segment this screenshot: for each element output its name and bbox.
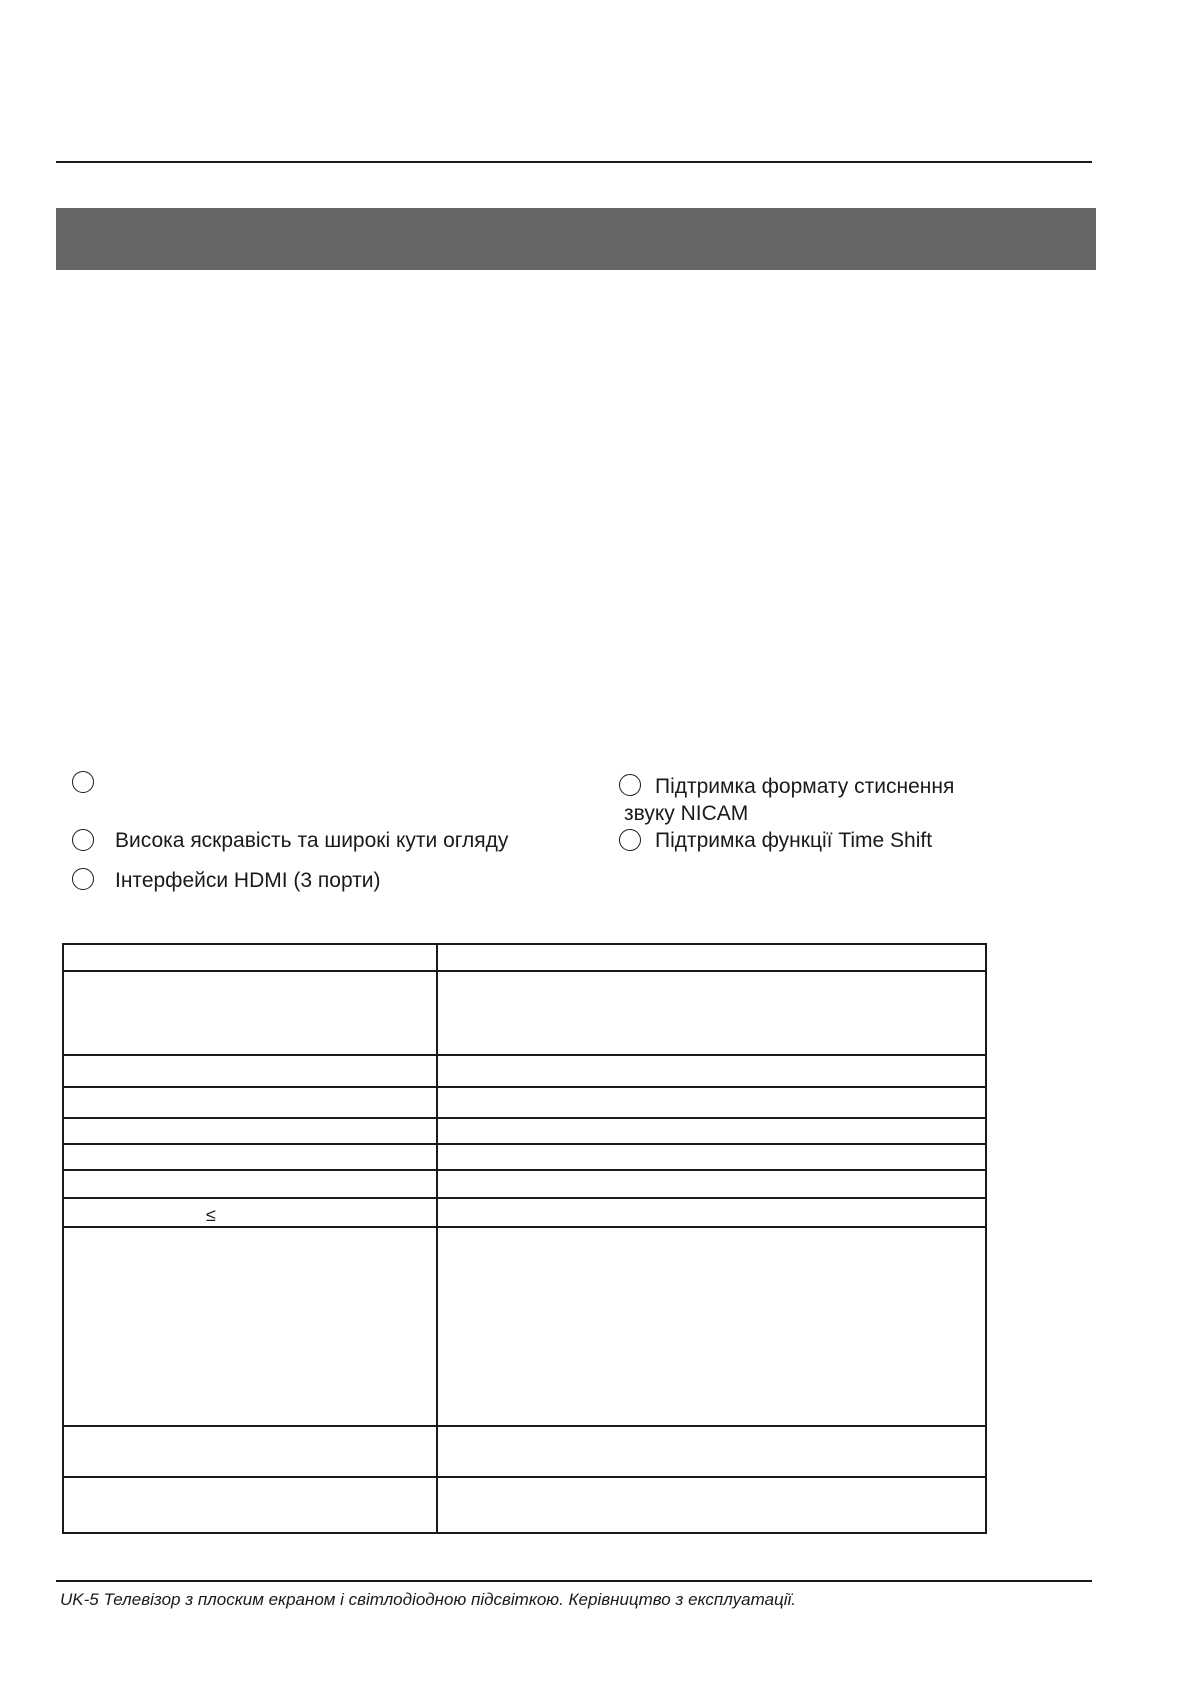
table-row (63, 1055, 986, 1087)
feature-nicam-line1: Підтримка формату стиснення (655, 775, 955, 798)
specifications-table (62, 943, 987, 1534)
feature-hdmi: Інтерфейси HDMI (3 порти) (115, 869, 381, 892)
bullet-circle-icon (72, 868, 94, 890)
table-cell (437, 1170, 986, 1198)
table-cell (437, 944, 986, 971)
table-row (63, 944, 986, 971)
table-cell (63, 944, 437, 971)
bullet-circle-icon (72, 771, 94, 793)
table-cell (63, 1227, 437, 1426)
table-cell (437, 971, 986, 1055)
table-cell (63, 1477, 437, 1533)
table-row (63, 1087, 986, 1118)
table-cell (437, 1055, 986, 1087)
table-cell (437, 1227, 986, 1426)
table-cell (63, 1055, 437, 1087)
table-cell (63, 1426, 437, 1477)
table-row (63, 1477, 986, 1533)
table-cell (437, 1087, 986, 1118)
table-cell (437, 1426, 986, 1477)
page-footer: UK-5 Телевізор з плоским екраном і світлодіодною підсвіткою. Керівництво з експлуатації. (60, 1590, 797, 1609)
footer-rule (56, 1580, 1092, 1582)
table-cell (63, 1170, 437, 1198)
table-row (63, 1170, 986, 1198)
table-cell (63, 971, 437, 1055)
table-cell (437, 1118, 986, 1144)
bullet-circle-icon (72, 829, 94, 851)
feature-nicam-line2: звуку NICAM (624, 802, 749, 825)
bullet-circle-icon (619, 829, 641, 851)
table-cell (437, 1144, 986, 1170)
table-cell (63, 1144, 437, 1170)
table-cell (63, 1087, 437, 1118)
feature-brightness: Висока яскравість та широкі кути огляду (115, 829, 509, 852)
table-row (63, 971, 986, 1055)
bullet-circle-icon (619, 774, 641, 796)
table-row (63, 1426, 986, 1477)
table-cell-le-symbol: ≤ (63, 1198, 437, 1227)
table-cell (63, 1118, 437, 1144)
table-row (63, 1198, 986, 1227)
table-cell (437, 1198, 986, 1227)
table-row (63, 1118, 986, 1144)
table-cell (437, 1477, 986, 1533)
table-row (63, 1144, 986, 1170)
table-row (63, 1227, 986, 1426)
feature-timeshift: Підтримка функції Time Shift (655, 829, 933, 852)
section-header-bar (56, 208, 1096, 270)
header-rule (56, 161, 1092, 163)
